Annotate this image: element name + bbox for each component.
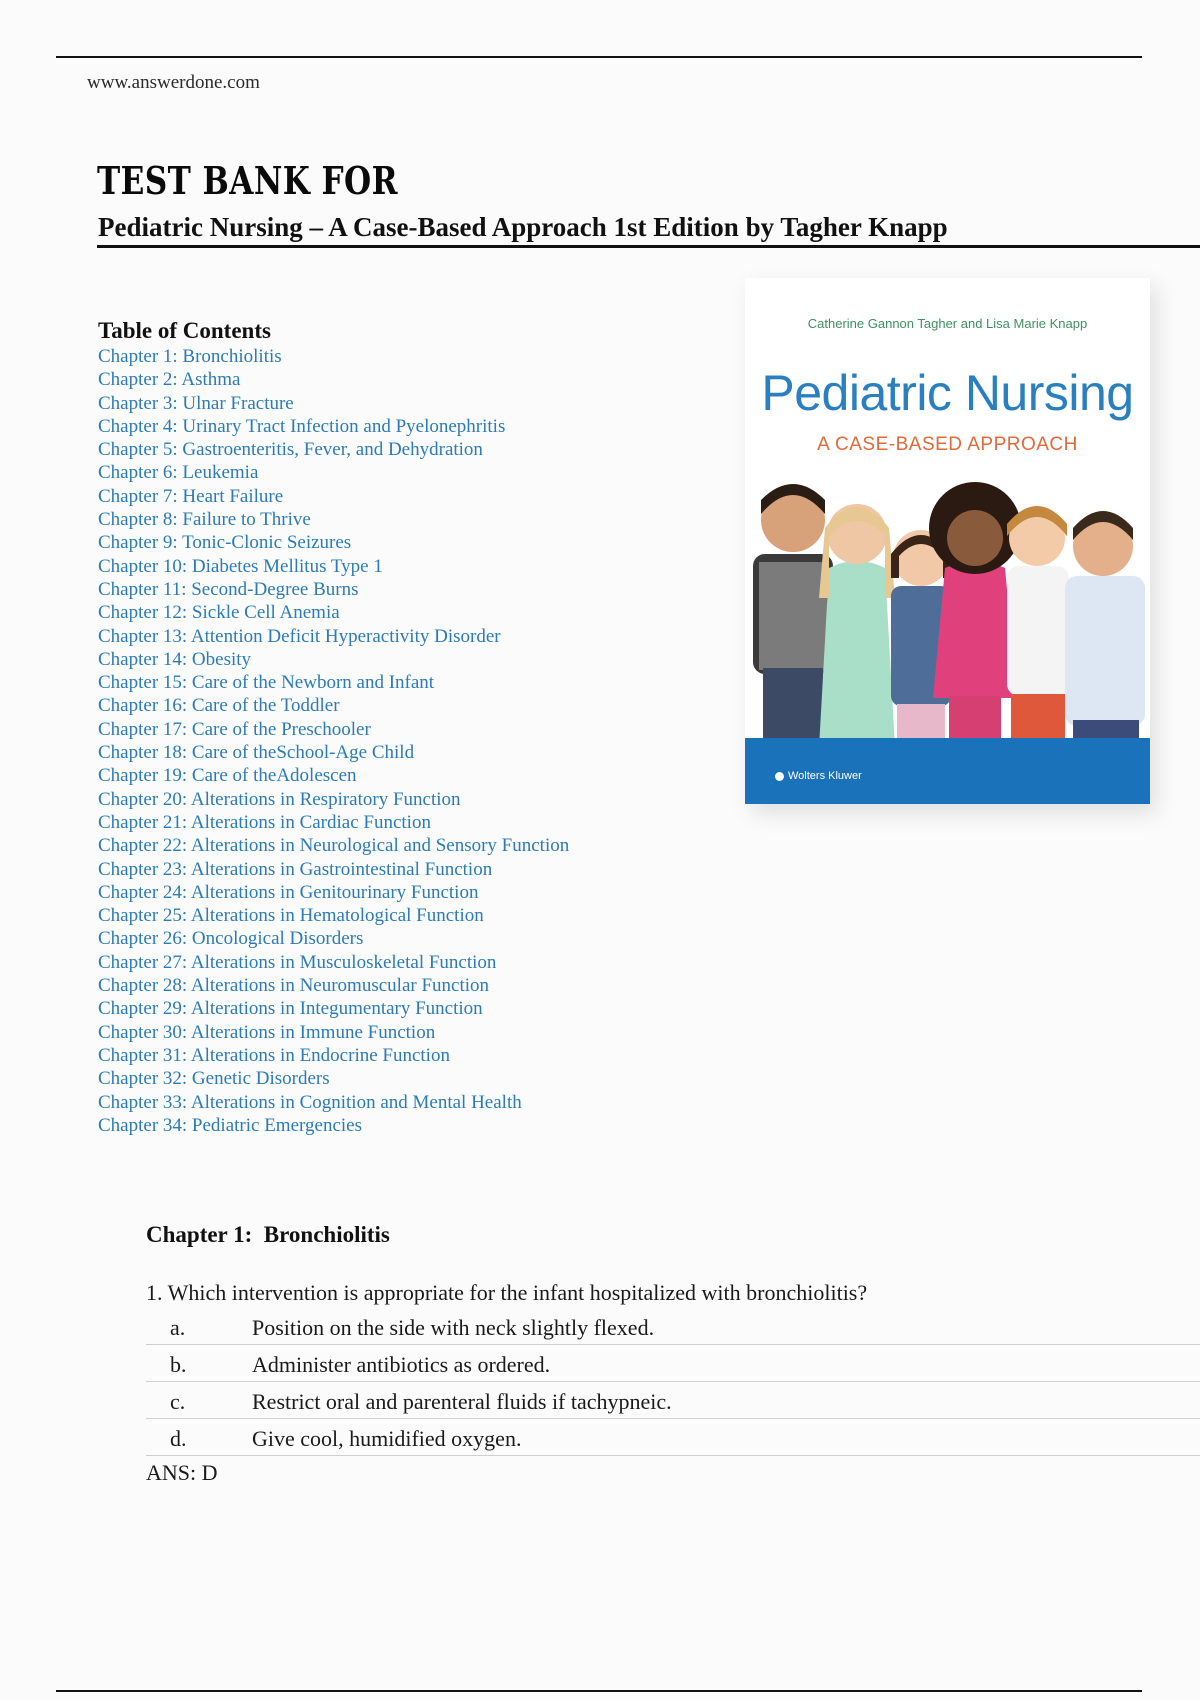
toc-chapter-link[interactable]: Chapter 9: Tonic-Clonic Seizures bbox=[98, 532, 352, 554]
toc-chapter-link[interactable]: Chapter 32: Genetic Disorders bbox=[98, 1068, 330, 1090]
toc-chapter-link[interactable]: Chapter 8: Failure to Thrive bbox=[98, 509, 311, 531]
toc-chapter-link[interactable]: Chapter 16: Care of the Toddler bbox=[98, 695, 340, 717]
child-figure bbox=[1007, 506, 1069, 760]
option-text: Restrict oral and parenteral fluids if tachypneic. bbox=[252, 1389, 672, 1414]
answer-option bbox=[146, 1382, 1200, 1418]
cover-footer-band bbox=[745, 738, 1150, 804]
toc-chapter-link[interactable]: Chapter 29: Alterations in Integumentary Function bbox=[98, 998, 483, 1020]
toc-chapter-link[interactable]: Chapter 10: Diabetes Mellitus Type 1 bbox=[98, 555, 383, 577]
toc-chapter-link[interactable]: Chapter 11: Second-Degree Burns bbox=[98, 578, 359, 600]
toc-chapter-link[interactable]: Chapter 21: Alterations in Cardiac Function bbox=[98, 811, 431, 833]
cover-subtitle: A CASE-BASED APPROACH bbox=[817, 434, 1078, 455]
toc-chapter-link[interactable]: Chapter 28: Alterations in Neuromuscular Function bbox=[98, 975, 490, 997]
toc-chapter-link[interactable]: Chapter 20: Alterations in Respiratory Function bbox=[98, 788, 461, 810]
option-text: Administer antibiotics as ordered. bbox=[252, 1352, 551, 1377]
toc-chapter-link[interactable]: Chapter 27: Alterations in Musculoskeletal Function bbox=[98, 951, 497, 973]
option-letter: b. bbox=[170, 1352, 187, 1377]
book-cover bbox=[745, 278, 1150, 804]
cover-children-illustration bbox=[745, 458, 1150, 768]
toc-chapter-link[interactable]: Chapter 14: Obesity bbox=[98, 648, 252, 670]
answer-option bbox=[146, 1419, 1200, 1455]
toc-chapter-link[interactable]: Chapter 6: Leukemia bbox=[98, 462, 259, 484]
document-title: TEST BANK FOR bbox=[97, 158, 398, 203]
answer-options bbox=[146, 1308, 1200, 1456]
toc-chapter-link[interactable]: Chapter 34: Pediatric Emergencies bbox=[98, 1114, 362, 1136]
publisher-name: Wolters Kluwer bbox=[788, 770, 862, 782]
publisher-icon bbox=[775, 772, 784, 781]
option-text: Give cool, humidified oxygen. bbox=[252, 1426, 522, 1451]
toc-chapter-link[interactable]: Chapter 15: Care of the Newborn and Infant bbox=[98, 672, 435, 694]
toc-chapter-link[interactable]: Chapter 7: Heart Failure bbox=[98, 485, 284, 507]
toc-chapter-link[interactable]: Chapter 12: Sickle Cell Anemia bbox=[98, 602, 340, 624]
toc-chapter-link[interactable]: Chapter 3: Ulnar Fracture bbox=[98, 392, 294, 414]
toc-chapter-link[interactable]: Chapter 2: Asthma bbox=[98, 369, 241, 391]
option-divider bbox=[146, 1455, 1200, 1456]
toc-chapter-link[interactable]: Chapter 26: Oncological Disorders bbox=[98, 928, 364, 950]
toc-chapter-link[interactable]: Chapter 5: Gastroenteritis, Fever, and Dehydration bbox=[98, 439, 483, 461]
toc-chapter-link[interactable]: Chapter 25: Alterations in Hematological Function bbox=[98, 905, 484, 927]
toc-chapter-link[interactable]: Chapter 31: Alterations in Endocrine Function bbox=[98, 1044, 450, 1066]
child-figure bbox=[1065, 511, 1145, 760]
answer-option bbox=[146, 1345, 1200, 1381]
child-figure bbox=[819, 504, 895, 748]
toc-chapter-link[interactable]: Chapter 24: Alterations in Genitourinary Function bbox=[98, 881, 479, 903]
toc-list bbox=[98, 345, 569, 1137]
toc-chapter-link[interactable]: Chapter 4: Urinary Tract Infection and Pyelonephritis bbox=[98, 415, 506, 437]
option-letter: a. bbox=[170, 1315, 186, 1340]
answer-key: ANS: D bbox=[146, 1460, 218, 1485]
question-text: 1. Which intervention is appropriate for the infant hospitalized with bronchiolitis? bbox=[146, 1280, 868, 1305]
toc-chapter-link[interactable]: Chapter 22: Alterations in Neurological and Sensory Function bbox=[98, 835, 570, 857]
toc-chapter-link[interactable]: Chapter 30: Alterations in Immune Function bbox=[98, 1021, 436, 1043]
toc-chapter-link[interactable]: Chapter 1: Bronchiolitis bbox=[98, 346, 282, 367]
answer-option bbox=[146, 1308, 1200, 1344]
cover-title: Pediatric Nursing bbox=[761, 365, 1134, 421]
bottom-divider bbox=[56, 1690, 1142, 1692]
publisher-logo bbox=[775, 770, 862, 782]
toc-chapter-link[interactable]: Chapter 17: Care of the Preschooler bbox=[98, 718, 371, 740]
toc-chapter-link[interactable]: Chapter 23: Alterations in Gastrointestinal Function bbox=[98, 858, 493, 880]
document-subtitle: Pediatric Nursing – A Case-Based Approach 1st Edition by Tagher Knapp bbox=[98, 212, 948, 242]
toc-chapter-link[interactable]: Chapter 19: Care of theAdolescen bbox=[98, 765, 357, 787]
toc-heading: Table of Contents bbox=[98, 318, 271, 343]
option-text: Position on the side with neck slightly flexed. bbox=[252, 1315, 655, 1340]
toc-chapter-link[interactable]: Chapter 13: Attention Deficit Hyperactivity Disorder bbox=[98, 625, 501, 647]
top-divider bbox=[56, 56, 1142, 58]
title-divider bbox=[97, 245, 1200, 248]
option-letter: d. bbox=[170, 1426, 187, 1451]
toc-chapter-link[interactable]: Chapter 18: Care of theSchool-Age Child bbox=[98, 742, 415, 764]
toc-chapter-link[interactable]: Chapter 33: Alterations in Cognition and Mental Health bbox=[98, 1091, 522, 1113]
site-url[interactable]: www.answerdone.com bbox=[87, 72, 260, 93]
chapter-heading: Chapter 1: Bronchiolitis bbox=[146, 1222, 390, 1247]
option-letter: c. bbox=[170, 1389, 186, 1414]
cover-authors: Catherine Gannon Tagher and Lisa Marie Knapp bbox=[807, 316, 1088, 331]
